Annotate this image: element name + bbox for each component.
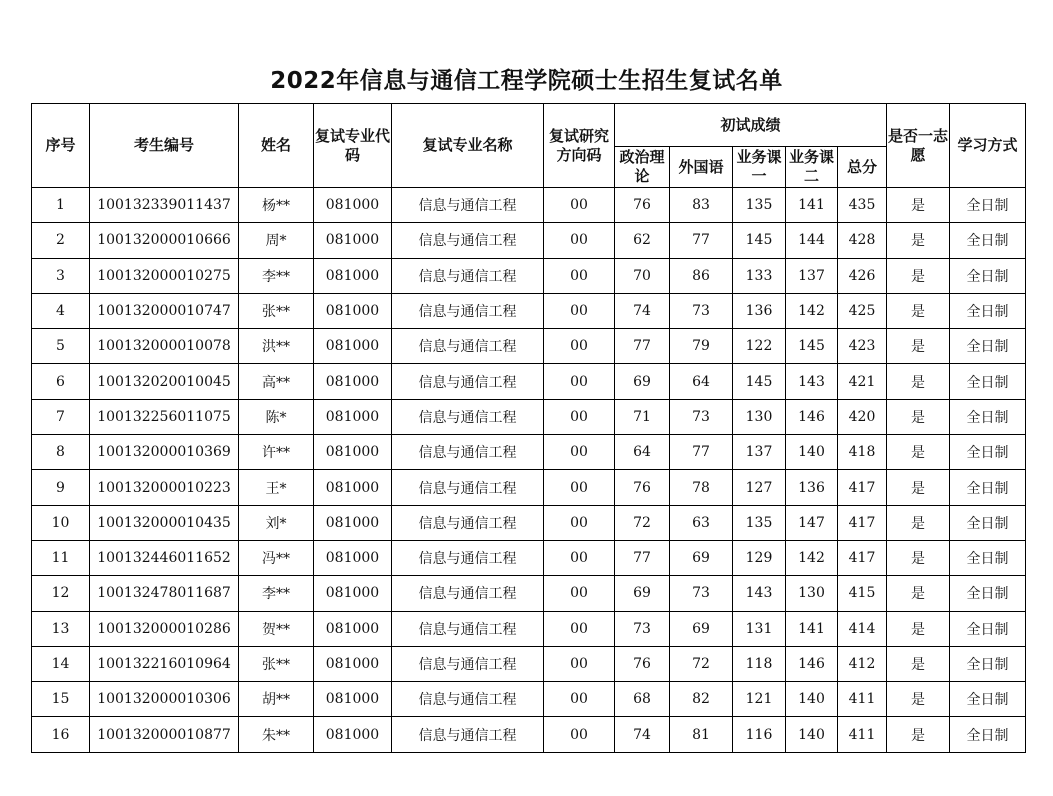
cell-direction: 00 bbox=[544, 223, 615, 258]
cell-course-one: 116 bbox=[733, 717, 786, 752]
cell-total: 435 bbox=[838, 188, 887, 223]
cell-seq: 7 bbox=[32, 399, 90, 434]
cell-major-name: 信息与通信工程 bbox=[392, 576, 544, 611]
cell-direction: 00 bbox=[544, 611, 615, 646]
cell-foreign: 81 bbox=[670, 717, 733, 752]
cell-major-name: 信息与通信工程 bbox=[392, 682, 544, 717]
cell-exam-no: 100132000010747 bbox=[90, 293, 239, 328]
cell-course-one: 121 bbox=[733, 682, 786, 717]
cell-name: 陈* bbox=[239, 399, 314, 434]
cell-study-mode: 全日制 bbox=[950, 646, 1026, 681]
cell-name: 朱** bbox=[239, 717, 314, 752]
cell-course-one: 145 bbox=[733, 364, 786, 399]
cell-course-one: 143 bbox=[733, 576, 786, 611]
header-major-name: 复试专业名称 bbox=[392, 104, 544, 188]
header-exam-no: 考生编号 bbox=[90, 104, 239, 188]
cell-politics: 68 bbox=[615, 682, 670, 717]
cell-foreign: 69 bbox=[670, 611, 733, 646]
table-header bbox=[32, 104, 1026, 188]
table-row bbox=[32, 188, 1026, 223]
cell-total: 425 bbox=[838, 293, 887, 328]
cell-major-name: 信息与通信工程 bbox=[392, 717, 544, 752]
cell-direction: 00 bbox=[544, 293, 615, 328]
cell-name: 张** bbox=[239, 646, 314, 681]
cell-politics: 69 bbox=[615, 576, 670, 611]
cell-course-two: 140 bbox=[786, 717, 838, 752]
cell-course-two: 147 bbox=[786, 505, 838, 540]
cell-exam-no: 100132478011687 bbox=[90, 576, 239, 611]
cell-direction: 00 bbox=[544, 646, 615, 681]
cell-name: 许** bbox=[239, 435, 314, 470]
cell-course-one: 131 bbox=[733, 611, 786, 646]
cell-exam-no: 100132020010045 bbox=[90, 364, 239, 399]
cell-politics: 70 bbox=[615, 258, 670, 293]
table-row bbox=[32, 717, 1026, 752]
cell-seq: 4 bbox=[32, 293, 90, 328]
cell-major-code: 081000 bbox=[314, 258, 392, 293]
cell-name: 洪** bbox=[239, 329, 314, 364]
cell-exam-no: 100132000010286 bbox=[90, 611, 239, 646]
cell-course-one: 133 bbox=[733, 258, 786, 293]
cell-total: 417 bbox=[838, 505, 887, 540]
cell-exam-no: 100132000010306 bbox=[90, 682, 239, 717]
header-name: 姓名 bbox=[239, 104, 314, 188]
cell-exam-no: 100132000010369 bbox=[90, 435, 239, 470]
cell-study-mode: 全日制 bbox=[950, 540, 1026, 575]
cell-direction: 00 bbox=[544, 682, 615, 717]
cell-politics: 73 bbox=[615, 611, 670, 646]
cell-major-code: 081000 bbox=[314, 470, 392, 505]
cell-major-code: 081000 bbox=[314, 576, 392, 611]
cell-major-code: 081000 bbox=[314, 188, 392, 223]
cell-exam-no: 100132446011652 bbox=[90, 540, 239, 575]
cell-course-one: 127 bbox=[733, 470, 786, 505]
table-row bbox=[32, 505, 1026, 540]
cell-course-two: 141 bbox=[786, 611, 838, 646]
cell-course-two: 142 bbox=[786, 540, 838, 575]
header-foreign-language: 外国语 bbox=[670, 147, 733, 188]
cell-course-two: 143 bbox=[786, 364, 838, 399]
table-row bbox=[32, 223, 1026, 258]
cell-course-one: 118 bbox=[733, 646, 786, 681]
cell-seq: 11 bbox=[32, 540, 90, 575]
cell-course-two: 144 bbox=[786, 223, 838, 258]
cell-exam-no: 100132000010435 bbox=[90, 505, 239, 540]
header-seq: 序号 bbox=[32, 104, 90, 188]
cell-major-code: 081000 bbox=[314, 293, 392, 328]
table-row bbox=[32, 399, 1026, 434]
table-row bbox=[32, 540, 1026, 575]
cell-direction: 00 bbox=[544, 188, 615, 223]
cell-major-name: 信息与通信工程 bbox=[392, 364, 544, 399]
cell-total: 417 bbox=[838, 540, 887, 575]
cell-course-two: 146 bbox=[786, 399, 838, 434]
cell-major-name: 信息与通信工程 bbox=[392, 329, 544, 364]
cell-major-code: 081000 bbox=[314, 717, 392, 752]
cell-seq: 15 bbox=[32, 682, 90, 717]
cell-study-mode: 全日制 bbox=[950, 364, 1026, 399]
cell-seq: 2 bbox=[32, 223, 90, 258]
cell-exam-no: 100132256011075 bbox=[90, 399, 239, 434]
cell-first-choice: 是 bbox=[887, 364, 950, 399]
cell-name: 李** bbox=[239, 576, 314, 611]
cell-foreign: 73 bbox=[670, 576, 733, 611]
cell-foreign: 78 bbox=[670, 470, 733, 505]
cell-study-mode: 全日制 bbox=[950, 505, 1026, 540]
cell-study-mode: 全日制 bbox=[950, 258, 1026, 293]
cell-major-name: 信息与通信工程 bbox=[392, 399, 544, 434]
cell-seq: 14 bbox=[32, 646, 90, 681]
cell-politics: 76 bbox=[615, 470, 670, 505]
cell-study-mode: 全日制 bbox=[950, 576, 1026, 611]
cell-study-mode: 全日制 bbox=[950, 682, 1026, 717]
cell-total: 426 bbox=[838, 258, 887, 293]
cell-major-name: 信息与通信工程 bbox=[392, 293, 544, 328]
admission-table bbox=[31, 103, 1026, 753]
cell-first-choice: 是 bbox=[887, 505, 950, 540]
cell-first-choice: 是 bbox=[887, 293, 950, 328]
cell-course-two: 136 bbox=[786, 470, 838, 505]
cell-course-two: 140 bbox=[786, 682, 838, 717]
cell-first-choice: 是 bbox=[887, 258, 950, 293]
cell-total: 418 bbox=[838, 435, 887, 470]
table-row bbox=[32, 611, 1026, 646]
header-direction: 复试研究方向码 bbox=[544, 104, 615, 188]
cell-major-name: 信息与通信工程 bbox=[392, 435, 544, 470]
cell-name: 高** bbox=[239, 364, 314, 399]
cell-name: 杨** bbox=[239, 188, 314, 223]
cell-course-one: 135 bbox=[733, 505, 786, 540]
cell-study-mode: 全日制 bbox=[950, 188, 1026, 223]
cell-major-code: 081000 bbox=[314, 611, 392, 646]
header-course-two: 业务课二 bbox=[786, 147, 838, 188]
cell-first-choice: 是 bbox=[887, 399, 950, 434]
cell-first-choice: 是 bbox=[887, 682, 950, 717]
cell-exam-no: 100132339011437 bbox=[90, 188, 239, 223]
cell-total: 411 bbox=[838, 682, 887, 717]
header-study-mode: 学习方式 bbox=[950, 104, 1026, 188]
cell-politics: 62 bbox=[615, 223, 670, 258]
cell-major-name: 信息与通信工程 bbox=[392, 611, 544, 646]
cell-foreign: 73 bbox=[670, 293, 733, 328]
cell-direction: 00 bbox=[544, 717, 615, 752]
cell-foreign: 77 bbox=[670, 435, 733, 470]
cell-course-two: 146 bbox=[786, 646, 838, 681]
cell-first-choice: 是 bbox=[887, 470, 950, 505]
cell-seq: 12 bbox=[32, 576, 90, 611]
header-first-choice: 是否一志愿 bbox=[887, 104, 950, 188]
cell-exam-no: 100132216010964 bbox=[90, 646, 239, 681]
cell-total: 421 bbox=[838, 364, 887, 399]
cell-seq: 8 bbox=[32, 435, 90, 470]
cell-first-choice: 是 bbox=[887, 329, 950, 364]
cell-direction: 00 bbox=[544, 540, 615, 575]
cell-name: 刘* bbox=[239, 505, 314, 540]
cell-foreign: 79 bbox=[670, 329, 733, 364]
cell-seq: 3 bbox=[32, 258, 90, 293]
cell-course-one: 136 bbox=[733, 293, 786, 328]
table-row bbox=[32, 470, 1026, 505]
cell-course-one: 130 bbox=[733, 399, 786, 434]
cell-politics: 69 bbox=[615, 364, 670, 399]
cell-name: 周* bbox=[239, 223, 314, 258]
cell-total: 417 bbox=[838, 470, 887, 505]
cell-direction: 00 bbox=[544, 435, 615, 470]
cell-seq: 5 bbox=[32, 329, 90, 364]
cell-total: 423 bbox=[838, 329, 887, 364]
cell-course-two: 130 bbox=[786, 576, 838, 611]
cell-politics: 71 bbox=[615, 399, 670, 434]
page-title: 2022年信息与通信工程学院硕士生招生复试名单 bbox=[270, 68, 783, 94]
cell-study-mode: 全日制 bbox=[950, 435, 1026, 470]
cell-course-one: 145 bbox=[733, 223, 786, 258]
cell-seq: 13 bbox=[32, 611, 90, 646]
table-row bbox=[32, 293, 1026, 328]
cell-major-code: 081000 bbox=[314, 435, 392, 470]
cell-major-code: 081000 bbox=[314, 505, 392, 540]
header-prelim-scores: 初试成绩 bbox=[615, 104, 887, 147]
cell-total: 414 bbox=[838, 611, 887, 646]
cell-first-choice: 是 bbox=[887, 188, 950, 223]
cell-foreign: 82 bbox=[670, 682, 733, 717]
cell-politics: 74 bbox=[615, 293, 670, 328]
cell-study-mode: 全日制 bbox=[950, 293, 1026, 328]
cell-course-two: 145 bbox=[786, 329, 838, 364]
cell-name: 李** bbox=[239, 258, 314, 293]
cell-foreign: 77 bbox=[670, 223, 733, 258]
cell-total: 428 bbox=[838, 223, 887, 258]
cell-major-code: 081000 bbox=[314, 399, 392, 434]
cell-total: 412 bbox=[838, 646, 887, 681]
cell-total: 415 bbox=[838, 576, 887, 611]
cell-study-mode: 全日制 bbox=[950, 329, 1026, 364]
cell-course-two: 142 bbox=[786, 293, 838, 328]
table-row bbox=[32, 258, 1026, 293]
cell-politics: 64 bbox=[615, 435, 670, 470]
cell-course-one: 129 bbox=[733, 540, 786, 575]
cell-name: 张** bbox=[239, 293, 314, 328]
cell-first-choice: 是 bbox=[887, 435, 950, 470]
cell-first-choice: 是 bbox=[887, 646, 950, 681]
cell-major-code: 081000 bbox=[314, 646, 392, 681]
cell-study-mode: 全日制 bbox=[950, 223, 1026, 258]
table-row bbox=[32, 364, 1026, 399]
cell-direction: 00 bbox=[544, 258, 615, 293]
table-body bbox=[32, 188, 1026, 753]
header-major-code: 复试专业代码 bbox=[314, 104, 392, 188]
cell-major-code: 081000 bbox=[314, 329, 392, 364]
cell-seq: 1 bbox=[32, 188, 90, 223]
cell-course-two: 137 bbox=[786, 258, 838, 293]
cell-exam-no: 100132000010666 bbox=[90, 223, 239, 258]
cell-major-name: 信息与通信工程 bbox=[392, 258, 544, 293]
cell-direction: 00 bbox=[544, 576, 615, 611]
cell-foreign: 72 bbox=[670, 646, 733, 681]
cell-direction: 00 bbox=[544, 470, 615, 505]
cell-study-mode: 全日制 bbox=[950, 611, 1026, 646]
cell-major-name: 信息与通信工程 bbox=[392, 646, 544, 681]
cell-direction: 00 bbox=[544, 505, 615, 540]
cell-politics: 77 bbox=[615, 329, 670, 364]
table-row bbox=[32, 576, 1026, 611]
cell-first-choice: 是 bbox=[887, 223, 950, 258]
cell-study-mode: 全日制 bbox=[950, 470, 1026, 505]
cell-seq: 16 bbox=[32, 717, 90, 752]
cell-direction: 00 bbox=[544, 364, 615, 399]
cell-direction: 00 bbox=[544, 399, 615, 434]
cell-foreign: 73 bbox=[670, 399, 733, 434]
cell-direction: 00 bbox=[544, 329, 615, 364]
cell-major-code: 081000 bbox=[314, 223, 392, 258]
cell-major-code: 081000 bbox=[314, 364, 392, 399]
cell-politics: 76 bbox=[615, 188, 670, 223]
cell-course-one: 137 bbox=[733, 435, 786, 470]
cell-seq: 10 bbox=[32, 505, 90, 540]
cell-exam-no: 100132000010223 bbox=[90, 470, 239, 505]
cell-politics: 74 bbox=[615, 717, 670, 752]
cell-exam-no: 100132000010877 bbox=[90, 717, 239, 752]
cell-major-name: 信息与通信工程 bbox=[392, 188, 544, 223]
cell-foreign: 69 bbox=[670, 540, 733, 575]
table-row bbox=[32, 435, 1026, 470]
cell-major-name: 信息与通信工程 bbox=[392, 505, 544, 540]
cell-study-mode: 全日制 bbox=[950, 717, 1026, 752]
cell-name: 胡** bbox=[239, 682, 314, 717]
header-politics: 政治理论 bbox=[615, 147, 670, 188]
cell-major-code: 081000 bbox=[314, 682, 392, 717]
cell-course-two: 140 bbox=[786, 435, 838, 470]
cell-course-two: 141 bbox=[786, 188, 838, 223]
cell-politics: 72 bbox=[615, 505, 670, 540]
cell-seq: 6 bbox=[32, 364, 90, 399]
cell-name: 冯** bbox=[239, 540, 314, 575]
cell-first-choice: 是 bbox=[887, 540, 950, 575]
cell-foreign: 86 bbox=[670, 258, 733, 293]
cell-study-mode: 全日制 bbox=[950, 399, 1026, 434]
cell-foreign: 63 bbox=[670, 505, 733, 540]
header-total: 总分 bbox=[838, 147, 887, 188]
cell-foreign: 83 bbox=[670, 188, 733, 223]
cell-politics: 77 bbox=[615, 540, 670, 575]
cell-major-name: 信息与通信工程 bbox=[392, 223, 544, 258]
header-course-one: 业务课一 bbox=[733, 147, 786, 188]
cell-major-name: 信息与通信工程 bbox=[392, 540, 544, 575]
cell-first-choice: 是 bbox=[887, 611, 950, 646]
cell-course-one: 122 bbox=[733, 329, 786, 364]
cell-total: 420 bbox=[838, 399, 887, 434]
cell-major-code: 081000 bbox=[314, 540, 392, 575]
cell-name: 王* bbox=[239, 470, 314, 505]
cell-exam-no: 100132000010275 bbox=[90, 258, 239, 293]
cell-exam-no: 100132000010078 bbox=[90, 329, 239, 364]
cell-first-choice: 是 bbox=[887, 576, 950, 611]
cell-foreign: 64 bbox=[670, 364, 733, 399]
cell-first-choice: 是 bbox=[887, 717, 950, 752]
cell-total: 411 bbox=[838, 717, 887, 752]
cell-name: 贺** bbox=[239, 611, 314, 646]
cell-seq: 9 bbox=[32, 470, 90, 505]
cell-course-one: 135 bbox=[733, 188, 786, 223]
table-row bbox=[32, 682, 1026, 717]
table-row bbox=[32, 329, 1026, 364]
cell-politics: 76 bbox=[615, 646, 670, 681]
cell-major-name: 信息与通信工程 bbox=[392, 470, 544, 505]
table-row bbox=[32, 646, 1026, 681]
